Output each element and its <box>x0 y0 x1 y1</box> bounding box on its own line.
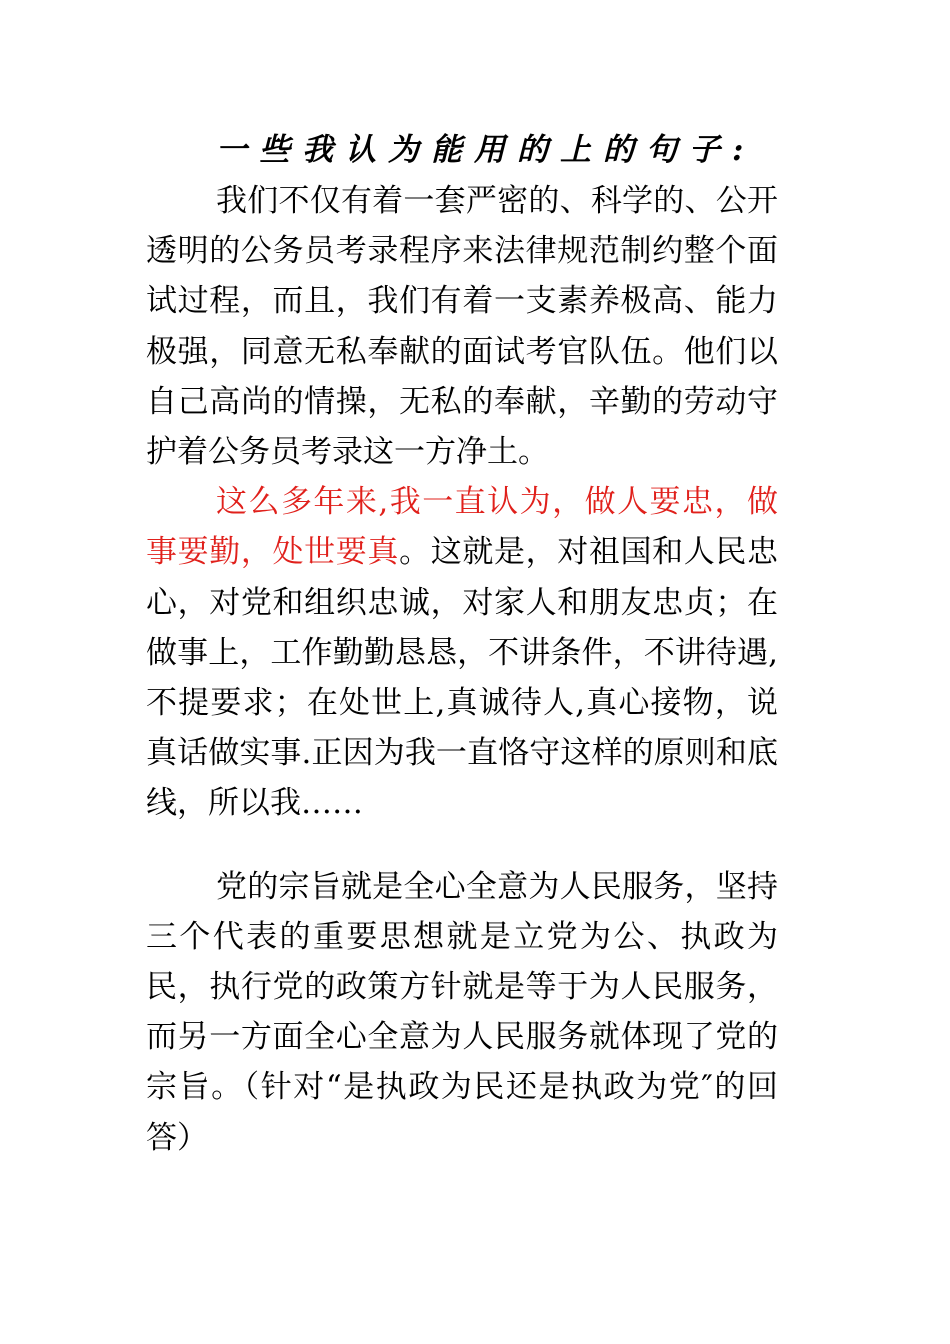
paragraph-2 <box>146 477 778 828</box>
document-body <box>146 176 778 1163</box>
paragraph-2-highlight: 这么多年来,我一直认为，做人要忠，做事要勤，处世要真 <box>146 484 778 571</box>
paragraph-3 <box>146 862 778 1163</box>
paragraph-2-text: 。这就是，对祖国和人民忠心，对党和组织忠诚，对家人和朋友忠贞；在做事上，工作勤勤恳恳，不讲条件，不讲待遇,不提要求；在处世上,真诚待人,真心接物，说真话做实事.正因为我一直恪守这样的原则和底线，所以我…… <box>146 534 779 822</box>
document-title: 一些我认为能用的上的句子: <box>216 132 756 168</box>
paragraph-1-text: 我们不仅有着一套严密的、科学的、公开透明的公务员考录程序来法律规范制约整个面试过程，而且，我们有着一支素养极高、能力极强，同意无私奉献的面试考官队伍。他们以自己高尚的情操，无私的奉献，辛勤的劳动守护着公务员考录这一方净土。 <box>146 183 778 471</box>
paragraph-1 <box>146 176 778 477</box>
paragraph-3-text: 党的宗旨就是全心全意为人民服务，坚持三个代表的重要思想就是立党为公、执政为民，执行党的政策方针就是等于为人民服务，而另一方面全心全意为人民服务就体现了党的宗旨。（针对“是执政为民还是执政为党″的回答） <box>146 868 778 1156</box>
